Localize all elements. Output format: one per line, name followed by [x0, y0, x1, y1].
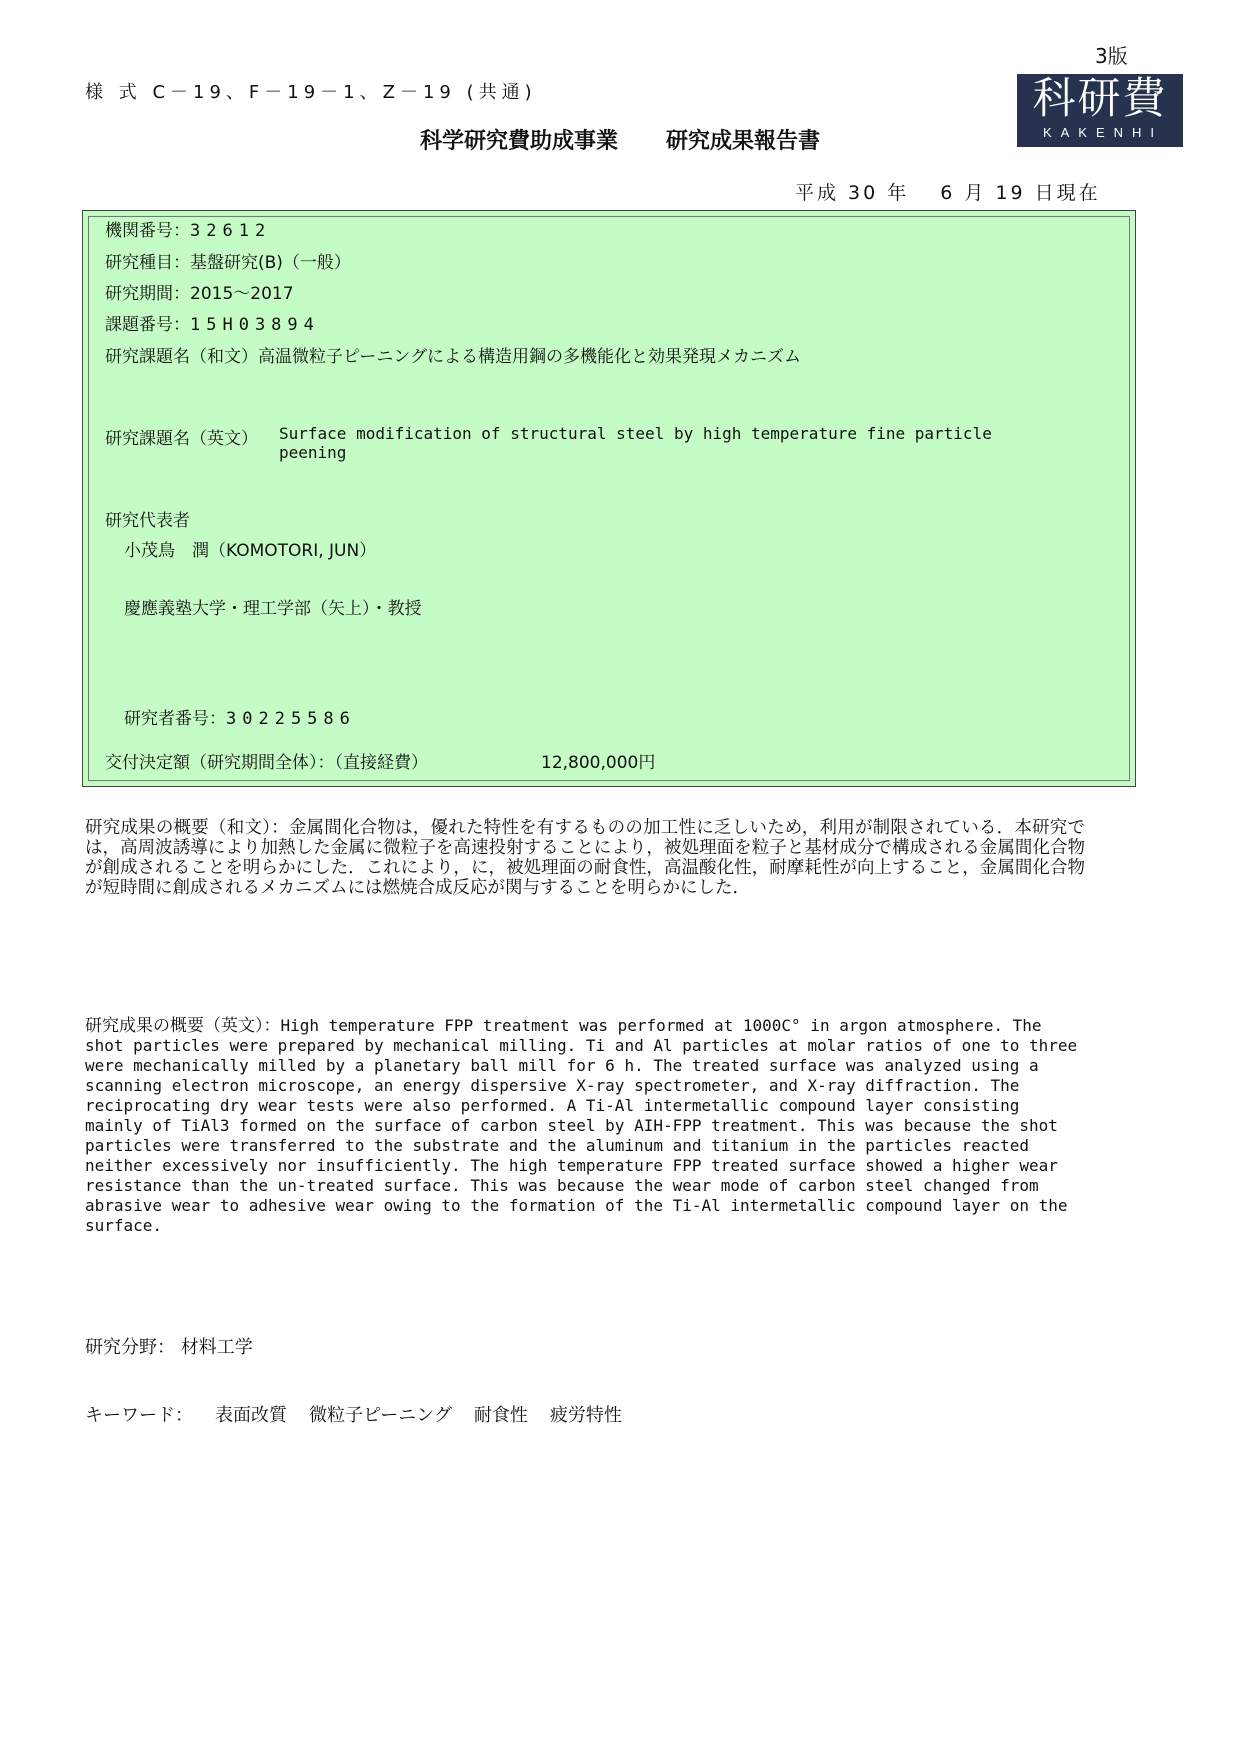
researcher-number-row [124, 704, 356, 729]
summary-english [85, 1016, 1085, 1236]
title-en-line1: Surface modification of structural steel by high temperature fine particle [279, 424, 992, 443]
research-period-row [105, 279, 294, 304]
title-en-line2: peening [279, 443, 347, 462]
institution-row [105, 216, 271, 241]
research-period-value: 2015～2017 [190, 284, 294, 304]
edition-label: 3版 [1095, 44, 1128, 68]
summary-jp-text: 金属間化合物は，優れた特性を有するものの加工性に乏しいため，利用が制限されている．本研究では，高周波誘導により加熱した金属に微粒子を高速投射することにより，被処理面を粒子と基材成分で構成される金属間化合物が創成されることを明らかにした．これにより，に，被処理面の耐食性，高温酸化性，耐摩耗性が向上すること，金属間化合物が短時間に創成されるメカニズムには燃焼合成反応が関与することを明らかにした． [85, 818, 1086, 898]
keyword-item: 微粒子ピーニング [309, 1405, 452, 1426]
title-en-label: 研究課題名（英文） [105, 429, 258, 449]
researcher-number-label: 研究者番号： [124, 709, 226, 729]
keyword-item: 耐食性 [473, 1405, 528, 1426]
form-number: 様 式 C－19、F－19－1、Z－19 (共通) [85, 82, 537, 103]
representative-label: 研究代表者 [105, 511, 190, 531]
title-jp-label: 研究課題名（和文） [105, 347, 258, 367]
institution-label: 機関番号： [105, 221, 190, 241]
document-title-left: 科学研究費助成事業 [419, 129, 618, 154]
research-period-label: 研究期間： [105, 284, 190, 304]
representative-affiliation: 慶應義塾大学・理工学部（矢上）・教授 [124, 599, 422, 619]
project-number-value: 15H03894 [190, 315, 320, 335]
research-type-label: 研究種目： [105, 253, 190, 273]
research-type-value: 基盤研究(B)（一般） [190, 253, 351, 273]
representative-name: 小茂鳥 潤（KOMOTORI, JUN） [124, 541, 377, 561]
kakenhi-logo [1017, 74, 1183, 147]
title-jp-row [105, 342, 801, 367]
report-date: 平成 30 年 6 月 19 日現在 [795, 182, 1101, 204]
research-field [85, 1333, 253, 1359]
project-number-row [105, 310, 320, 335]
keyword-item: 表面改質 [215, 1405, 287, 1426]
summary-en-text: High temperature FPP treatment was performed at 1000C° in argon atmosphere. The shot particles were prepared by mechanical milling. Ti and Al particles at molar ratios of one to three were mechanically milled by a planetary ball mill for 6 h. The treated surface was analyzed using a scanning electron microscope, an energy dispersive X-ray spectrometer, and X-ray diffraction. The reciprocating dry wear tests were also performed. A Ti-Al intermetallic compound layer consisting mainly of TiAl3 formed on the surface of carbon steel by AIH-FPP treatment. This was because the shot particles were transferred to the substrate and the aluminum and titanium in the particles reacted neither excessively nor insufficiently. The high temperature FPP treated surface showed a higher wear resistance than the un-treated surface. This was because the wear mode of carbon steel changed from abrasive wear to adhesive wear owing to the formation of the Ti-Al intermetallic compound layer on the surface. [85, 1016, 1078, 1235]
grant-label: 交付決定額（研究期間全体）：（直接経費） [105, 753, 428, 773]
grant-amount: 12,800,000円 [541, 753, 656, 773]
institution-value: 32612 [190, 221, 272, 241]
project-number-label: 課題番号： [105, 315, 190, 335]
research-field-value: 材料工学 [180, 1337, 253, 1358]
summary-japanese [85, 818, 1085, 898]
research-field-label: 研究分野： [85, 1337, 175, 1358]
project-info-box [82, 210, 1136, 787]
summary-en-label: 研究成果の概要（英文）： [85, 1016, 281, 1036]
logo-main-text: 科研費 [1032, 74, 1168, 124]
research-type-row [105, 248, 351, 273]
summary-jp-label: 研究成果の概要（和文）： [85, 818, 289, 838]
keywords-label: キーワード： [85, 1405, 193, 1426]
keyword-item: 疲労特性 [549, 1405, 622, 1426]
keywords [85, 1401, 622, 1427]
logo-sub-text: KAKENHI [1042, 125, 1164, 140]
document-title-right: 研究成果報告書 [666, 129, 821, 154]
researcher-number-value: 30225586 [226, 709, 356, 729]
title-jp-value: 高温微粒子ピーニングによる構造用鋼の多機能化と効果発現メカニズム [258, 347, 801, 367]
